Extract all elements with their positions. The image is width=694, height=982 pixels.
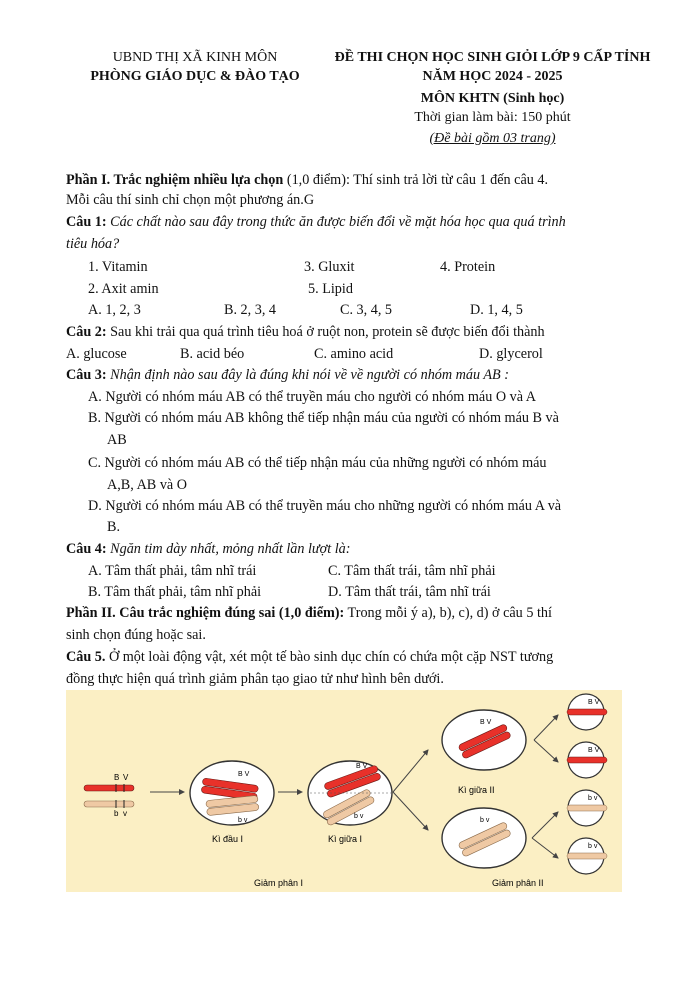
allele-v-label: v <box>123 809 127 818</box>
q3-label: Câu 3: <box>66 367 107 383</box>
part2-heading <box>66 604 552 622</box>
part1-heading <box>66 171 548 189</box>
q1-option-c[interactable]: C. 3, 4, 5 <box>340 302 393 318</box>
cell-metaphase-2-bottom <box>442 808 526 868</box>
q3-option-c-cont: A,B, AB và O <box>107 477 188 493</box>
q2-option-b[interactable]: B. acid béo <box>180 346 245 362</box>
svg-text:B V: B V <box>588 747 600 754</box>
svg-text:B V: B V <box>238 771 250 778</box>
q4-stem <box>66 540 351 558</box>
q5-label: Câu 5. <box>66 649 106 665</box>
q3-option-c[interactable]: C. Người có nhóm máu AB có thể tiếp nhận máu của những người có nhóm máu <box>88 455 547 471</box>
q2-option-d[interactable]: D. glycerol <box>479 346 543 362</box>
part2-title: Phần II. Câu trắc nghiệm đúng sai (1,0 điểm): <box>66 605 345 621</box>
q2-stem <box>66 323 545 341</box>
beige-chromosome <box>84 801 134 807</box>
parent-chromosomes <box>84 773 134 818</box>
phase-1-label: Giảm phân I <box>254 878 304 888</box>
part2-text-cont: sinh chọn đúng hoặc sai. <box>66 627 206 643</box>
allele-B-label: B <box>114 773 120 782</box>
q3-option-b-cont: AB <box>107 432 127 448</box>
cell-metaphase-1 <box>308 761 392 826</box>
q1-item-2: 2. Axit amin <box>88 281 159 297</box>
q5-text: Ở một loài động vật, xét một tế bào sinh dục chín có chứa một cặp NST tương <box>105 649 554 665</box>
part2-text: Trong mỗi ý a), b), c), d) ở câu 5 thí <box>344 605 552 621</box>
q4-option-c[interactable]: C. Tâm thất trái, tâm nhĩ phải <box>328 563 496 579</box>
q4-option-b[interactable]: B. Tâm thất phải, tâm nhĩ phải <box>88 584 262 600</box>
header-left-line1: UBND THỊ XÃ KINH MÔN <box>112 50 278 65</box>
q2-option-c[interactable]: C. amino acid <box>314 346 394 362</box>
cell-prophase-1 <box>190 761 274 825</box>
q1-item-1: 1. Vitamin <box>88 259 148 275</box>
q4-option-d[interactable]: D. Tâm thất trái, tâm nhĩ trái <box>328 584 491 600</box>
q2-text: Sau khi trải qua quá trình tiêu hoá ở ruột non, protein sẽ được biến đổi thành <box>106 324 545 340</box>
q4-text: Ngăn tim dày nhất, mỏng nhất lần lượt là: <box>106 541 351 557</box>
cell-metaphase-2-top <box>442 710 526 770</box>
header-time: Thời gian làm bài: 150 phút <box>414 110 571 125</box>
header-exam-title: ĐỀ THI CHỌN HỌC SINH GIỎI LỚP 9 CẤP TỈNH <box>334 50 651 65</box>
meiosis-figure <box>66 690 622 892</box>
part1-title: Phần I. Trắc nghiệm nhiều lựa chọn <box>66 172 284 188</box>
part1-score: (1,0 điểm): Thí sinh trả lời từ câu 1 đến câu 4. <box>283 172 549 188</box>
q4-label: Câu 4: <box>66 541 107 557</box>
q2-label: Câu 2: <box>66 324 107 340</box>
svg-text:b v: b v <box>238 817 248 824</box>
q1-stem <box>66 213 566 231</box>
gamete-2 <box>567 742 607 778</box>
q3-stem <box>66 366 509 384</box>
q3-option-d-cont: B. <box>107 519 121 535</box>
allele-b-label: b <box>114 809 119 818</box>
q3-option-d[interactable]: D. Người có nhóm máu AB có thể truyền máu cho những người có nhóm máu A và <box>88 498 562 514</box>
part1-instruction: Mỗi câu thí sinh chỉ chọn một phương án.G <box>66 192 315 208</box>
svg-text:b v: b v <box>480 817 490 824</box>
q1-item-3: 3. Gluxit <box>304 259 355 275</box>
header-page-count: (Đề bài gồm 03 trang) <box>429 131 556 146</box>
red-chromosome <box>84 785 134 791</box>
header-left-line2: PHÒNG GIÁO DỤC & ĐÀO TẠO <box>90 69 300 84</box>
svg-text:B V: B V <box>356 763 368 770</box>
svg-text:B V: B V <box>588 699 600 706</box>
header-subject: MÔN KHTN (Sinh học) <box>420 91 565 106</box>
svg-text:B V: B V <box>480 719 492 726</box>
q5-stem <box>66 648 553 666</box>
meiosis-diagram <box>66 690 622 892</box>
q1-text-cont: tiêu hóa? <box>66 236 120 252</box>
gamete-3 <box>567 790 607 826</box>
q3-option-a[interactable]: A. Người có nhóm máu AB có thể truyền máu cho người có nhóm máu O và A <box>88 389 537 405</box>
header-school-year: NĂM HỌC 2024 - 2025 <box>422 69 563 84</box>
allele-V-label: V <box>123 773 129 782</box>
phase-2-label: Giảm phân II <box>492 878 544 888</box>
q1-option-b[interactable]: B. 2, 3, 4 <box>224 302 277 318</box>
q5-text-cont: đồng thực hiện quá trình giảm phân tạo giao tử như hình bên dưới. <box>66 671 444 687</box>
svg-text:b v: b v <box>588 843 598 850</box>
gamete-1 <box>567 694 607 730</box>
stage-prophase-1-label: Kì đầu I <box>212 834 244 844</box>
q1-label: Câu 1: <box>66 214 107 230</box>
stage-metaphase-2-label: Kì giữa II <box>458 785 495 795</box>
q3-option-b[interactable]: B. Người có nhóm máu AB không thể tiếp nhận máu của người có nhóm máu B và <box>88 410 559 426</box>
q1-option-d[interactable]: D. 1, 4, 5 <box>470 302 523 318</box>
stage-metaphase-1-label: Kì giữa I <box>328 834 363 844</box>
q1-item-4: 4. Protein <box>440 259 496 275</box>
svg-text:b v: b v <box>588 795 598 802</box>
q1-text: Các chất nào sau đây trong thức ăn được biến đổi về mặt hóa học qua quá trình <box>106 214 566 230</box>
q1-item-5: 5. Lipid <box>308 281 353 297</box>
q1-option-a[interactable]: A. 1, 2, 3 <box>88 302 141 318</box>
q2-option-a[interactable]: A. glucose <box>66 346 127 362</box>
gamete-4 <box>567 838 607 874</box>
q3-text: Nhận định nào sau đây là đúng khi nói về về người có nhóm máu AB : <box>106 367 509 383</box>
svg-text:b v: b v <box>354 813 364 820</box>
q4-option-a[interactable]: A. Tâm thất phải, tâm nhĩ trái <box>88 563 257 579</box>
